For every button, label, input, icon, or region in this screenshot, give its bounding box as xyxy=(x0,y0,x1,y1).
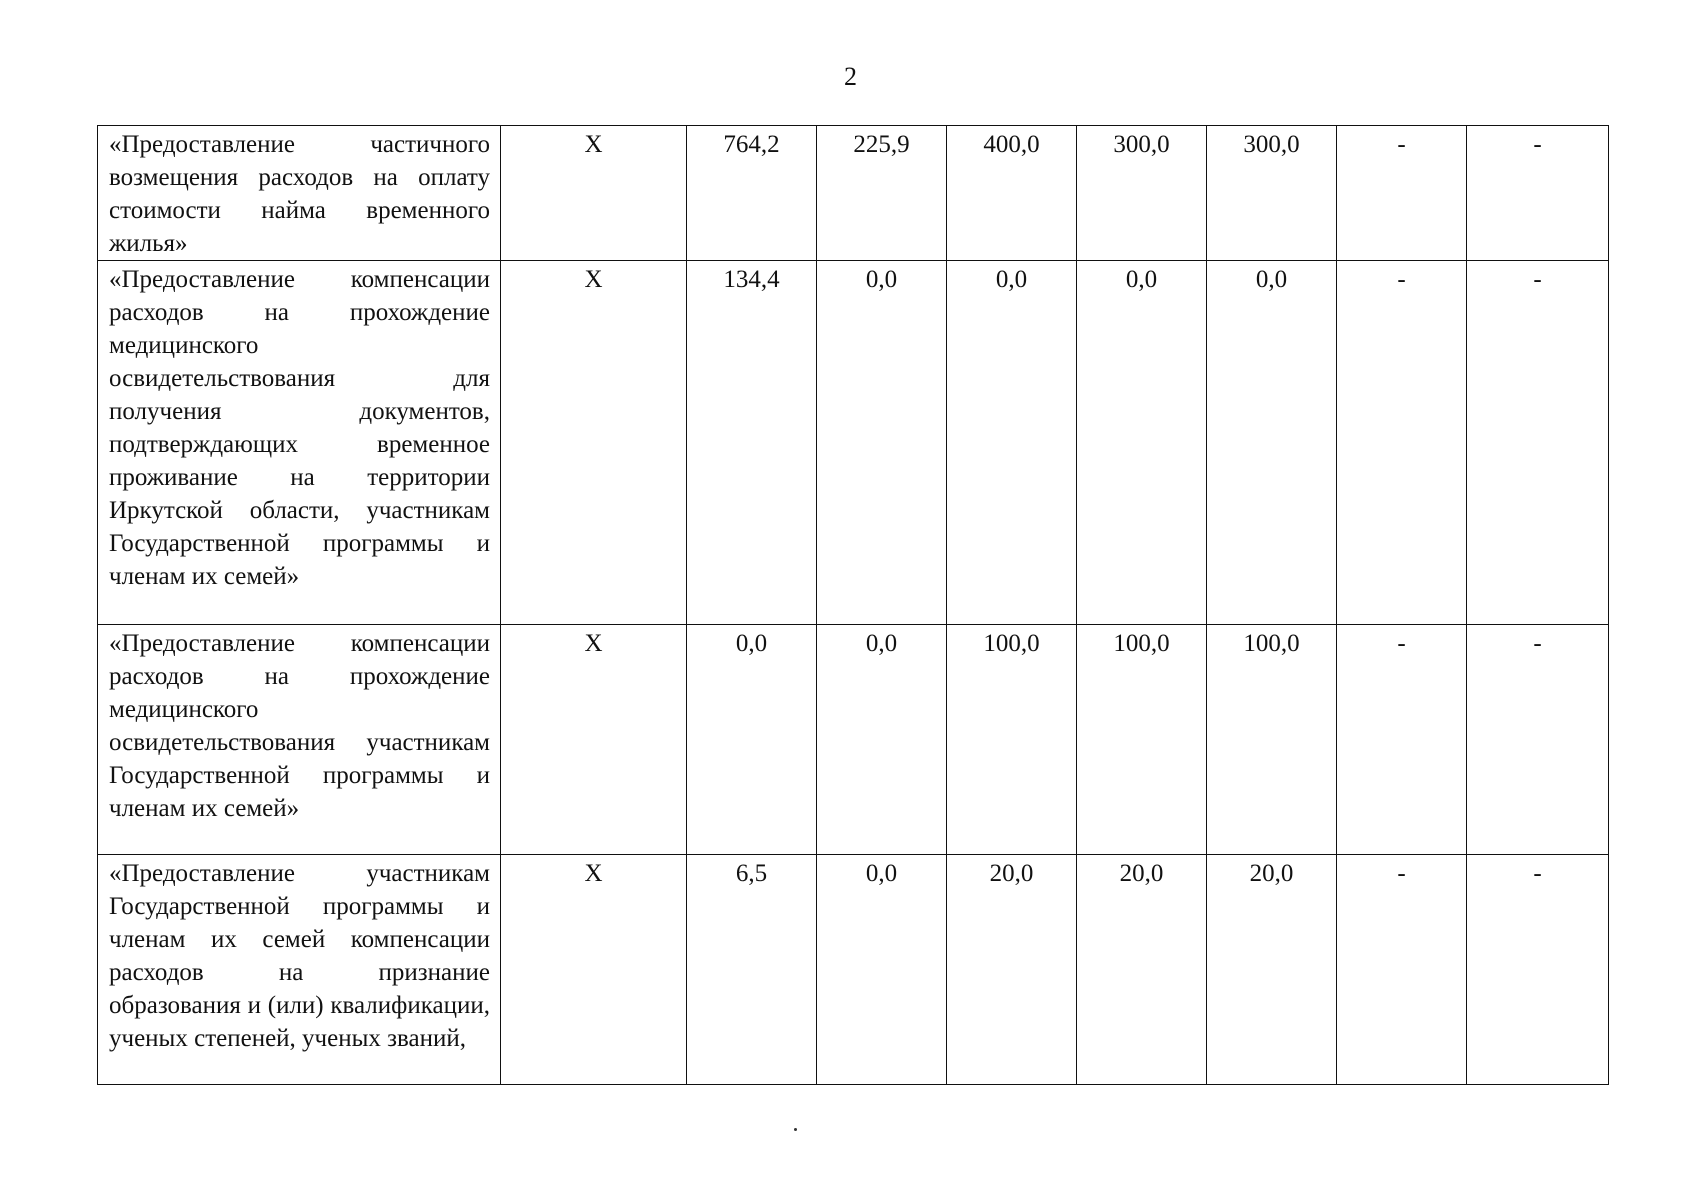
value-cell: 0,0 xyxy=(1207,261,1337,625)
value-cell: 6,5 xyxy=(687,855,817,1085)
value-cell: 134,4 xyxy=(687,261,817,625)
value-cell: 20,0 xyxy=(947,855,1077,1085)
value-cell: 20,0 xyxy=(1207,855,1337,1085)
row-description: «Предоставление компенсации расходов на прохождение медицинского освидетельствования для получения документов, подтверждающих временное проживание на территории Иркутской области, участникам Государственной программы и членам их семей» xyxy=(98,261,501,625)
value-cell: 0,0 xyxy=(687,625,817,855)
value-cell: 20,0 xyxy=(1077,855,1207,1085)
row-description: «Предоставление участникам Государственной программы и членам их семей компенсации расходов на признание образования и (или) квалификации, ученых степеней, ученых званий, xyxy=(98,855,501,1085)
value-cell: - xyxy=(1467,126,1609,261)
value-cell: - xyxy=(1337,625,1467,855)
row-description: «Предоставление частичного возмещения расходов на оплату стоимости найма временного жилья» xyxy=(98,126,501,261)
value-cell: - xyxy=(1467,261,1609,625)
value-cell: - xyxy=(1337,126,1467,261)
table-row xyxy=(98,625,1609,855)
value-cell: - xyxy=(1467,855,1609,1085)
value-cell: 0,0 xyxy=(1077,261,1207,625)
value-cell: - xyxy=(1337,855,1467,1085)
row-mark: Х xyxy=(501,126,687,261)
row-mark: Х xyxy=(501,261,687,625)
value-cell: 100,0 xyxy=(1207,625,1337,855)
value-cell: 0,0 xyxy=(947,261,1077,625)
row-mark: Х xyxy=(501,625,687,855)
scan-speck xyxy=(794,1128,797,1131)
value-cell: 100,0 xyxy=(1077,625,1207,855)
row-description: «Предоставление компенсации расходов на прохождение медицинского освидетельствования участникам Государственной программы и членам их семей» xyxy=(98,625,501,855)
row-mark: Х xyxy=(501,855,687,1085)
value-cell: 0,0 xyxy=(817,855,947,1085)
page-number: 2 xyxy=(844,62,857,91)
table-row xyxy=(98,126,1609,261)
value-cell: - xyxy=(1337,261,1467,625)
value-cell: 764,2 xyxy=(687,126,817,261)
value-cell: 300,0 xyxy=(1077,126,1207,261)
value-cell: 100,0 xyxy=(947,625,1077,855)
table-row xyxy=(98,855,1609,1085)
table-row xyxy=(98,261,1609,625)
value-cell: 300,0 xyxy=(1207,126,1337,261)
value-cell: 400,0 xyxy=(947,126,1077,261)
value-cell: - xyxy=(1467,625,1609,855)
value-cell: 0,0 xyxy=(817,261,947,625)
value-cell: 225,9 xyxy=(817,126,947,261)
value-cell: 0,0 xyxy=(817,625,947,855)
budget-table xyxy=(97,125,1609,1085)
